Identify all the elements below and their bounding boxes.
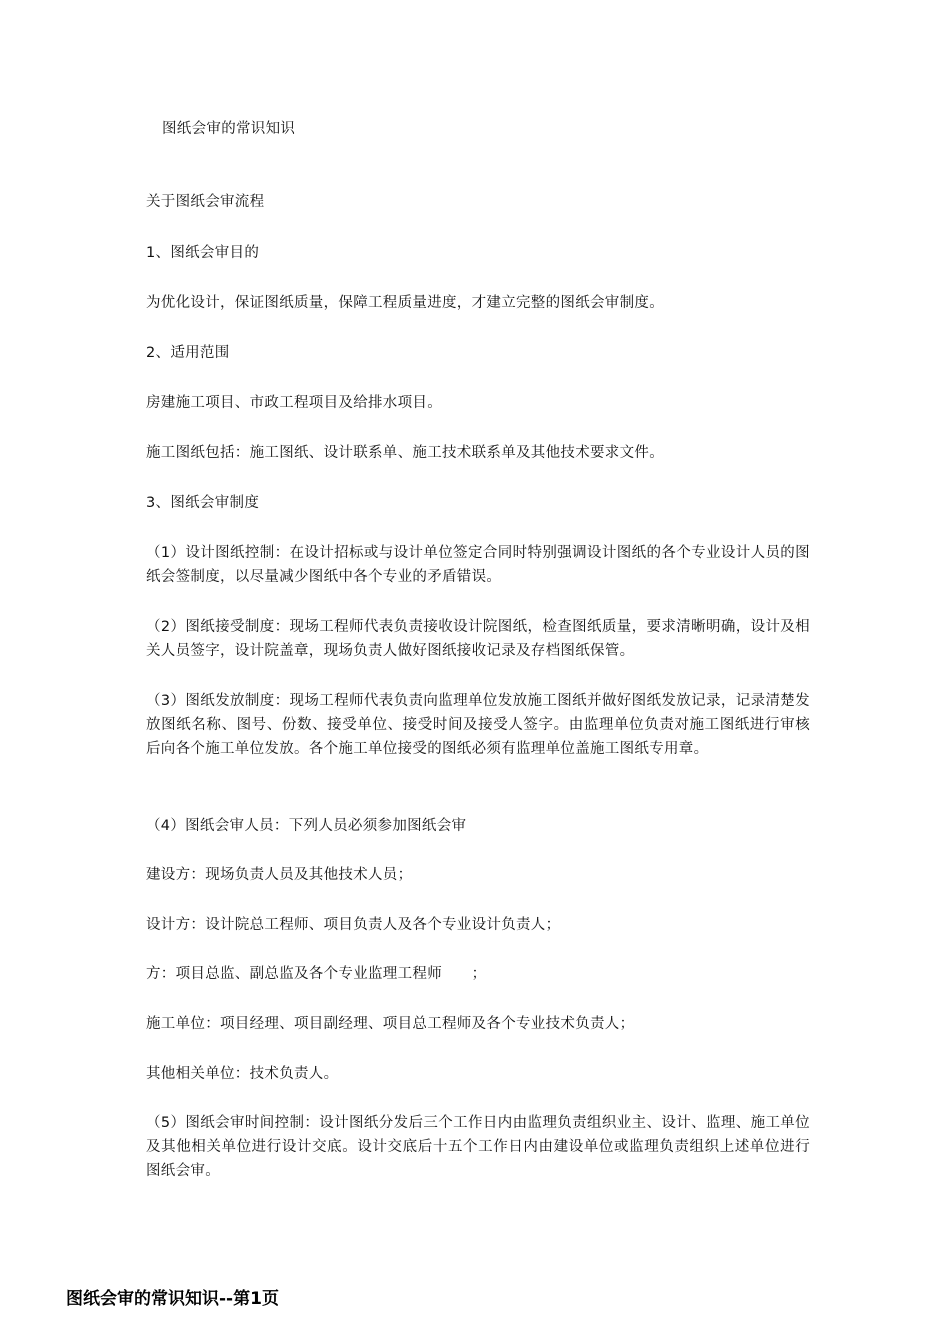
item-drawing-receipt: （2）图纸接受制度：现场工程师代表负责接收设计院图纸，检查图纸质量，要求清晰明确，设计及相关人员签字，设计院盖章，现场负责人做好图纸接收记录及存档图纸保管。 <box>146 619 810 659</box>
item-design-control: （1）设计图纸控制：在设计招标或与设计单位签定合同时特别强调设计图纸的各个专业设计人员的图纸会签制度，以尽量减少图纸中各个专业的矛盾错误。 <box>146 545 810 585</box>
personnel-other: 其他相关单位：技术负责人。 <box>146 1066 339 1082</box>
item-review-personnel: （4）图纸会审人员：下列人员必须参加图纸会审 <box>146 818 467 834</box>
personnel-designer: 设计方：设计院总工程师、项目负责人及各个专业设计负责人； <box>146 917 561 933</box>
heading-scope: 2、适用范围 <box>146 345 230 361</box>
paragraph-scope: 房建施工项目、市政工程项目及给排水项目。 <box>146 395 442 411</box>
personnel-supervisor: 方：项目总监、副总监及各个专业监理工程师 ； <box>146 966 487 982</box>
heading-purpose: 1、图纸会审目的 <box>146 245 260 261</box>
paragraph-drawings-include: 施工图纸包括：施工图纸、设计联系单、施工技术联系单及其他技术要求文件。 <box>146 445 664 461</box>
section-heading: 关于图纸会审流程 <box>146 194 265 210</box>
personnel-owner: 建设方：现场负责人员及其他技术人员； <box>146 867 413 883</box>
item-drawing-distribution: （3）图纸发放制度：现场工程师代表负责向监理单位发放施工图纸并做好图纸发放记录，记录清楚发放图纸名称、图号、份数、接受单位、接受时间及接受人签字。由监理单位负责对施工图纸进行审核后向各个施工单位发放。各个施工单位接受的图纸必须有监理单位盖施工图纸专用章。 <box>146 693 810 757</box>
heading-system: 3、图纸会审制度 <box>146 495 260 511</box>
item-review-time-control: （5）图纸会审时间控制：设计图纸分发后三个工作日内由监理负责组织业主、设计、监理、施工单位及其他相关单位进行设计交底。设计交底后十五个工作日内由建设单位或监理负责组织上述单位进行图纸会审。 <box>146 1115 810 1179</box>
document-title: 图纸会审的常识知识 <box>162 121 296 137</box>
page-footer: 图纸会审的常识知识--第1页 <box>66 1289 279 1309</box>
personnel-contractor: 施工单位：项目经理、项目副经理、项目总工程师及各个专业技术负责人； <box>146 1016 635 1032</box>
paragraph-purpose: 为优化设计，保证图纸质量，保障工程质量进度，才建立完整的图纸会审制度。 <box>146 295 664 311</box>
